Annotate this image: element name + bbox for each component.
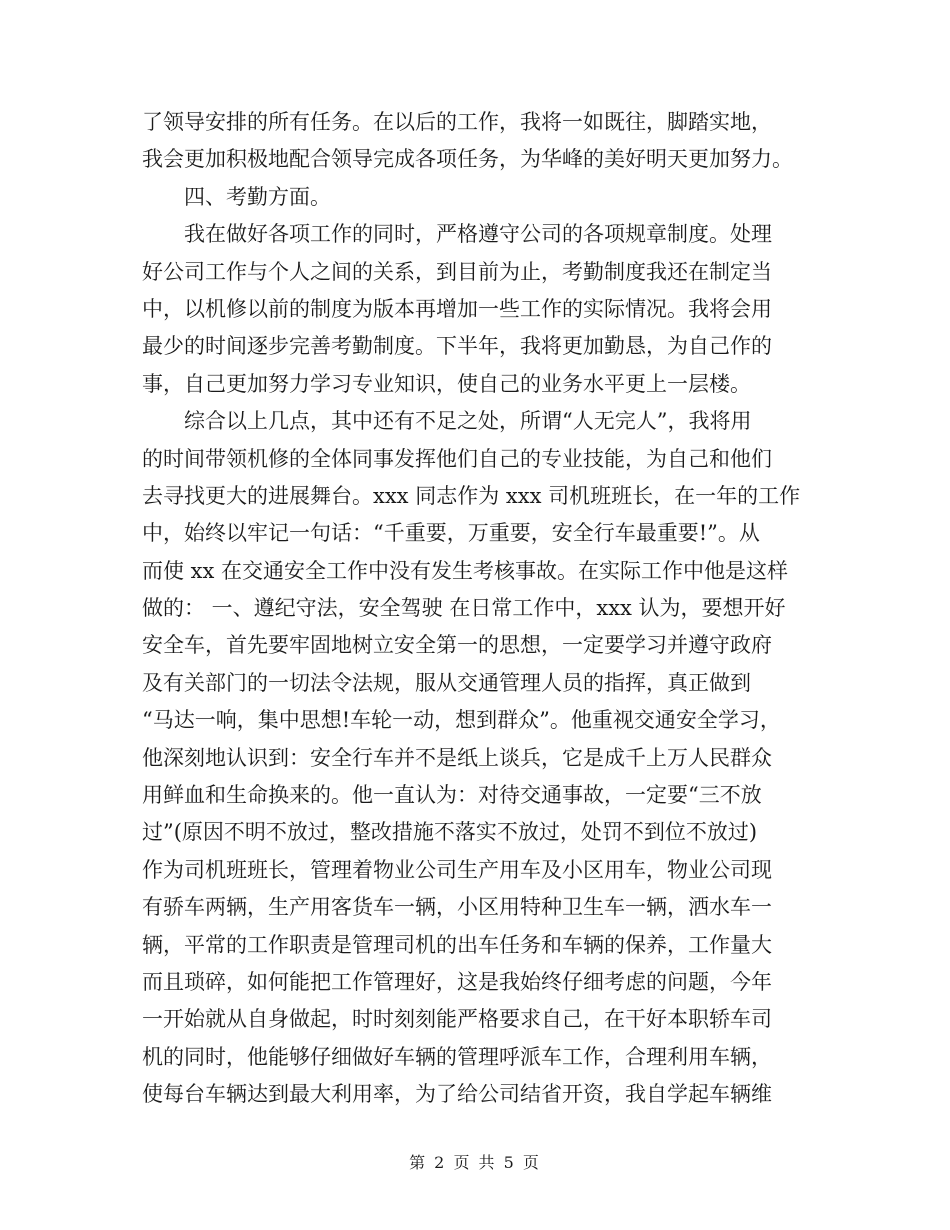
section-heading: 四、考勤方面。 — [184, 184, 331, 209]
text-line: 用鲜血和生命换来的。他一直认为：对待交通事故，一定要“三不放 — [142, 783, 762, 808]
text-line: 我会更加积极地配合领导完成各项任务，为华峰的美好明天更加努力。 — [142, 147, 793, 172]
text-line: 事，自己更加努力学习专业知识，使自己的业务水平更上一层楼。 — [142, 371, 751, 396]
text-line: 综合以上几点，其中还有不足之处，所谓“人无完人”，我将用 — [184, 409, 752, 434]
text-line: 了领导安排的所有任务。在以后的工作，我将一如既往，脚踏实地， — [142, 110, 772, 134]
text-line: 他深刻地认识到：安全行车并不是纸上谈兵，它是成千上万人民群众 — [142, 745, 772, 770]
text-line: 中，以机修以前的制度为版本再增加一些工作的实际情况。我将会用 — [142, 296, 772, 321]
text-line: 的时间带领机修的全体同事发挥他们自己的专业技能，为自己和他们 — [142, 446, 772, 471]
text-line: 好公司工作与个人之间的关系，到目前为止，考勤制度我还在制定当 — [142, 259, 772, 284]
text-line: 而使 xx 在交通安全工作中没有发生考核事故。在实际工作中他是这样 — [142, 558, 789, 583]
text-line: 去寻找更大的进展舞台。xxx 同志作为 xxx 司机班班长，在一年的工作 — [142, 483, 801, 508]
text-line: 中，始终以牢记一句话：“千重要，万重要，安全行车最重要!”。从 — [142, 521, 760, 546]
text-line: 最少的时间逐步完善考勤制度。下半年，我将更加勤恳，为自己作的 — [142, 334, 772, 359]
text-line: 一开始就从自身做起，时时刻刻能严格要求自己，在干好本职轿车司 — [142, 1007, 772, 1032]
page-number-footer: 第 2 页 共 5 页 — [409, 1153, 541, 1172]
text-line: 辆，平常的工作职责是管理司机的出车任务和车辆的保养，工作量大 — [142, 932, 772, 957]
text-line: 机的同时，他能够仔细做好车辆的管理呼派车工作，合理利用车辆， — [142, 1044, 772, 1069]
text-line: 使每台车辆达到最大利用率，为了给公司结省开资，我自学起车辆维 — [142, 1082, 772, 1107]
text-line: 做的： 一、遵纪守法，安全驾驶 在日常工作中，xxx 认为，要想开好 — [142, 596, 786, 621]
text-line: 过”(原因不明不放过，整改措施不落实不放过，处罚不到位不放过) — [142, 820, 758, 845]
body-text — [142, 104, 822, 1114]
text-line: 有骄车两辆，生产用客货车一辆，小区用特种卫生车一辆，洒水车一 — [142, 895, 772, 920]
text-line: 我在做好各项工作的同时，严格遵守公司的各项规章制度。处理 — [184, 222, 772, 247]
text-line: 及有关部门的一切法令法规，服从交通管理人员的指挥，真正做到 — [142, 670, 751, 695]
text-line: “马达一响，集中思想!车轮一动，想到群众”。他重视交通安全学习， — [142, 708, 781, 733]
text-line: 而且琐碎，如何能把工作管理好，这是我始终仔细考虑的问题，今年 — [142, 969, 772, 994]
text-line: 作为司机班班长，管理着物业公司生产用车及小区用车，物业公司现 — [142, 857, 772, 882]
text-line: 安全车，首先要牢固地树立安全第一的思想，一定要学习并遵守政府 — [142, 633, 772, 658]
